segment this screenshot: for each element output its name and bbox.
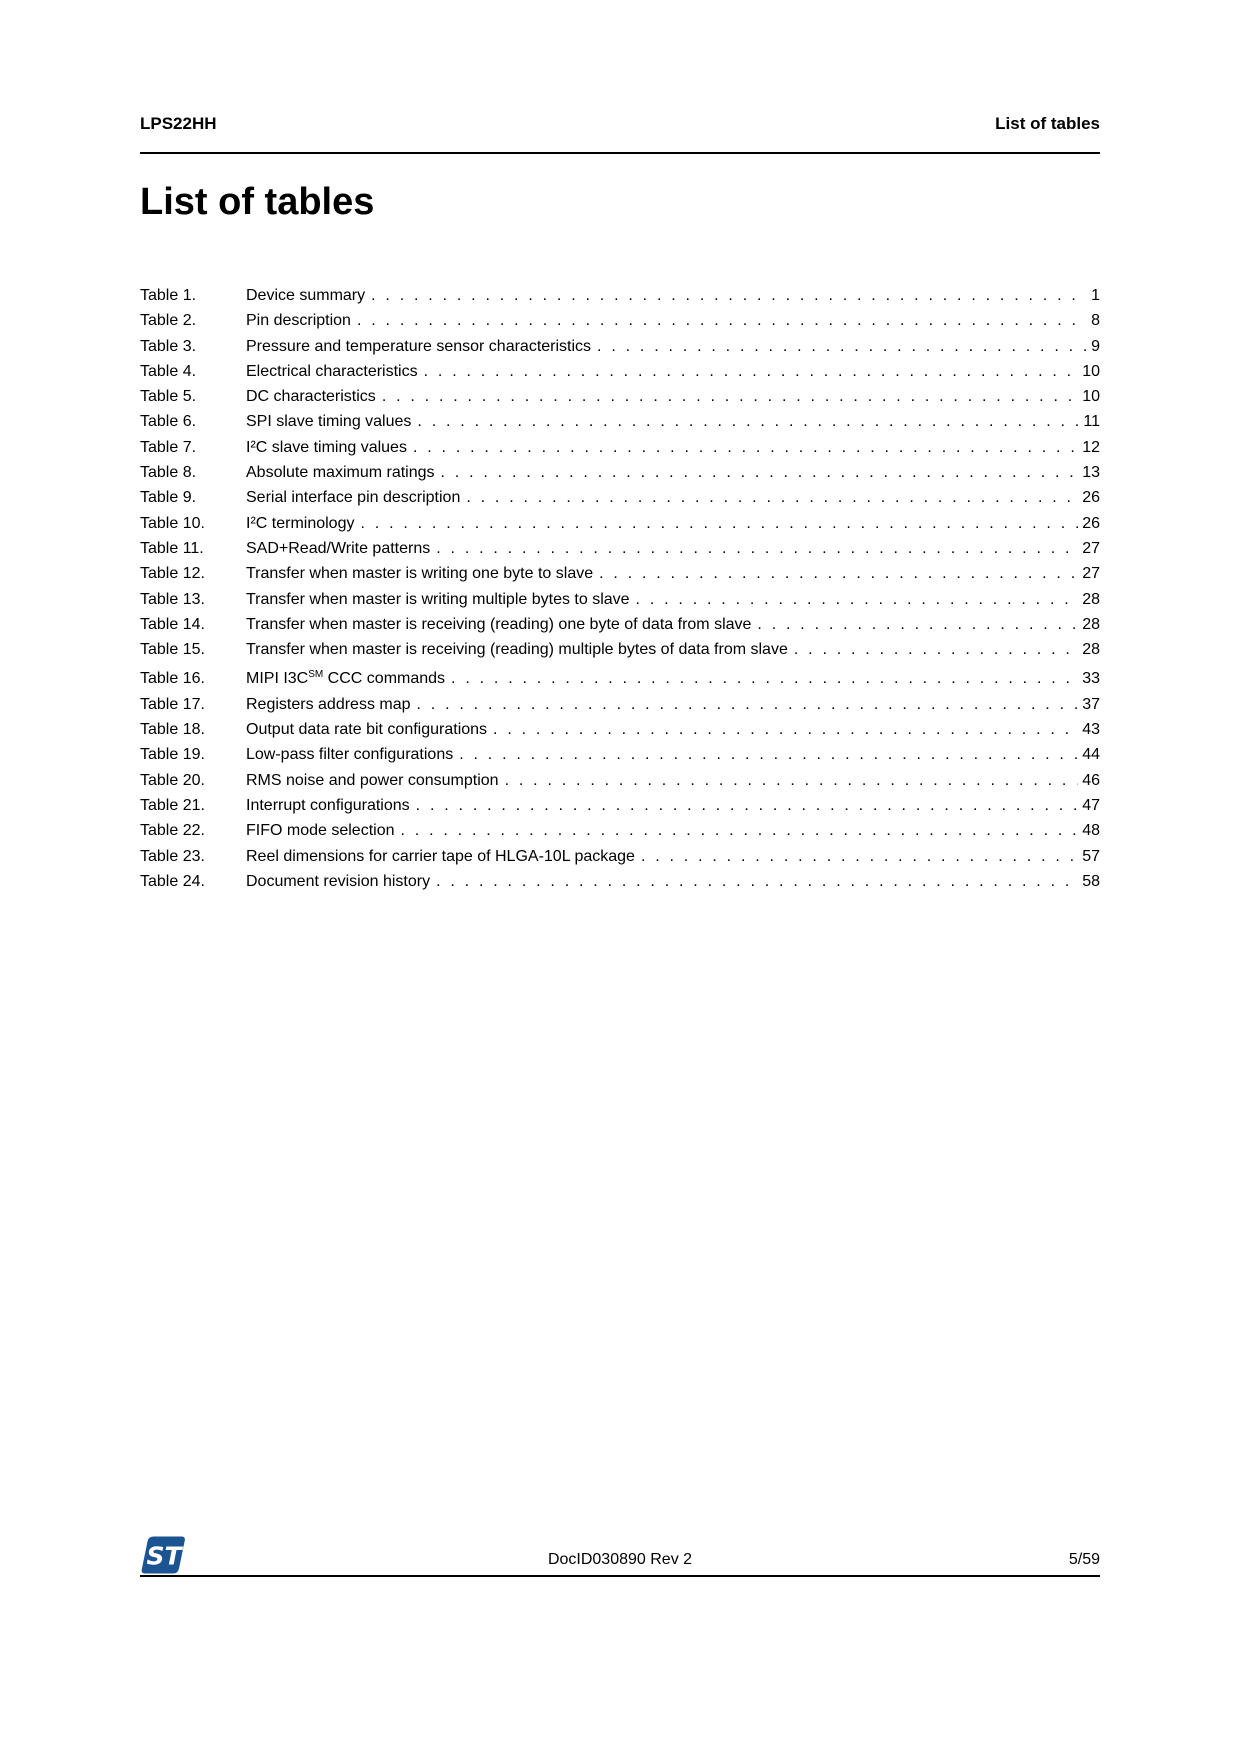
toc-row-title (246, 308, 351, 333)
toc-row-label: Table 2. (140, 312, 197, 330)
toc-row[interactable] (140, 485, 1100, 510)
toc-row-page-number: 1 (1091, 287, 1100, 304)
toc-row-dot-leader (635, 844, 1078, 869)
toc-row-page-number: 58 (1082, 872, 1100, 890)
toc-row-title (246, 536, 430, 561)
toc-row-dot-leader (395, 818, 1079, 843)
toc-row-title-text: Low-pass filter configurations (246, 746, 454, 764)
toc-row[interactable] (140, 334, 1100, 359)
toc-row-title-text: Electrical characteristics (246, 362, 418, 380)
toc-row-label: Table 16. (140, 670, 205, 688)
toc-row-title-text: Registers address map (246, 695, 411, 713)
toc-list (140, 283, 1100, 894)
toc-row-title (246, 283, 365, 308)
toc-row-dot-leader (365, 283, 1087, 308)
toc-row-title-text: Transfer when master is receiving (reading) multiple bytes of data from slave (246, 641, 788, 659)
toc-row-title (246, 561, 593, 586)
toc-row-label: Table 10. (140, 514, 205, 532)
toc-row-dot-leader (418, 359, 1079, 384)
toc-row-label: Table 9. (140, 489, 197, 507)
toc-row-page-number: 33 (1082, 670, 1100, 688)
toc-row-label: Table 19. (140, 746, 205, 764)
toc-row[interactable] (140, 409, 1100, 434)
toc-row-label: Table 5. (140, 388, 197, 406)
toc-row[interactable] (140, 359, 1100, 384)
toc-row-title (246, 384, 376, 409)
toc-row-dot-leader (445, 666, 1078, 691)
toc-row-title-text: Pin description (246, 312, 351, 330)
toc-row-dot-leader (376, 384, 1078, 409)
toc-row[interactable] (140, 793, 1100, 818)
toc-row-dot-leader (487, 717, 1078, 742)
toc-row-dot-leader (499, 768, 1079, 793)
toc-row[interactable] (140, 717, 1100, 742)
toc-row-title (246, 742, 453, 767)
toc-row-title (246, 818, 395, 843)
toc-row-title (246, 409, 411, 434)
toc-row[interactable] (140, 818, 1100, 843)
toc-row-dot-leader (411, 692, 1079, 717)
toc-row[interactable] (140, 308, 1100, 333)
toc-row-label: Table 21. (140, 796, 205, 814)
toc-row-dot-leader (435, 460, 1079, 485)
toc-row-label: Table 14. (140, 615, 205, 633)
toc-row-page-number: 44 (1082, 746, 1100, 764)
toc-row-page-number: 43 (1082, 721, 1100, 739)
toc-row-title-text: Transfer when master is writing one byte to slave (246, 565, 594, 583)
header-part-number: LPS22HH (140, 114, 217, 133)
toc-row[interactable] (140, 511, 1100, 536)
toc-row-dot-leader (453, 742, 1078, 767)
toc-row-title-text: Absolute maximum ratings (246, 464, 435, 482)
toc-row-label: Table 13. (140, 590, 205, 608)
toc-row-label: Table 22. (140, 822, 205, 840)
footer-logo-area (140, 1535, 360, 1575)
toc-row[interactable] (140, 869, 1100, 894)
toc-row-label: Table 12. (140, 565, 205, 583)
toc-row-label: Table 1. (140, 287, 197, 304)
toc-row-dot-leader (410, 793, 1079, 818)
toc-row[interactable] (140, 283, 1100, 308)
toc-row-label: Table 3. (140, 337, 197, 355)
toc-row-label: Table 11. (140, 539, 204, 557)
toc-row-title (246, 692, 411, 717)
toc-row[interactable] (140, 662, 1100, 691)
toc-row-title-text: FIFO mode selection (246, 822, 395, 840)
toc-row[interactable] (140, 768, 1100, 793)
toc-row-title (246, 511, 354, 536)
toc-row-dot-leader (354, 511, 1078, 536)
toc-row[interactable] (140, 844, 1100, 869)
toc-row-page-number: 26 (1082, 489, 1100, 507)
toc-row-dot-leader (591, 334, 1087, 359)
toc-row-page-number: 10 (1082, 388, 1100, 406)
toc-row-title (246, 768, 499, 793)
toc-row-title-text: RMS noise and power consumption (246, 771, 499, 789)
toc-row-label: Table 17. (140, 695, 205, 713)
toc-row-dot-leader (630, 587, 1079, 612)
toc-row-title (246, 844, 635, 869)
toc-row[interactable] (140, 692, 1100, 717)
toc-row-title (246, 662, 445, 691)
toc-row-title (246, 485, 460, 510)
toc-row-dot-leader (407, 435, 1078, 460)
toc-row-dot-leader (430, 536, 1078, 561)
toc-row-title (246, 587, 630, 612)
toc-row-title (246, 612, 751, 637)
toc-row-title-after: CCC commands (323, 670, 446, 688)
toc-row-page-number: 28 (1082, 590, 1100, 608)
toc-row-title (246, 637, 788, 662)
toc-row-title-text: Reel dimensions for carrier tape of HLGA-10L package (246, 847, 635, 865)
toc-row-title-text: Interrupt configurations (246, 796, 410, 814)
toc-row-page-number: 47 (1082, 796, 1100, 814)
toc-row[interactable] (140, 561, 1100, 586)
toc-row-title (246, 435, 407, 460)
footer-doc-id: DocID030890 Rev 2 (547, 1551, 693, 1568)
toc-row-dot-leader (351, 308, 1087, 333)
toc-row-title-text: Transfer when master is receiving (reading) one byte of data from slave (246, 615, 752, 633)
toc-row-title-text: Output data rate bit configurations (246, 721, 488, 739)
st-logo-letters: ST (146, 1541, 182, 1571)
toc-row-page-number: 27 (1082, 539, 1100, 557)
toc-row-page-number: 9 (1091, 337, 1100, 355)
toc-row-title-text: MIPI I3C (246, 670, 309, 688)
toc-row-title-text: I²C slave timing values (246, 438, 407, 456)
page-title: List of tables (140, 181, 375, 223)
toc-row-title-text: Transfer when master is writing multiple bytes to slave (246, 590, 630, 608)
toc-row-dot-leader (593, 561, 1078, 586)
toc-row-page-number: 8 (1091, 312, 1100, 330)
toc-row-title-text: I²C terminology (246, 514, 355, 532)
toc-row-label: Table 8. (140, 464, 197, 482)
toc-row-label: Table 18. (140, 721, 205, 739)
toc-row-label: Table 20. (140, 771, 205, 789)
toc-row-title-text: Device summary (246, 287, 366, 304)
toc-row-dot-leader (460, 485, 1078, 510)
toc-row-label: Table 6. (140, 413, 197, 431)
toc-row-title-text: Document revision history (246, 872, 431, 890)
toc-row-title-text: SPI slave timing values (246, 413, 412, 431)
toc-row-label: Table 15. (140, 641, 205, 659)
header-section-name: List of tables (995, 114, 1100, 133)
toc-row[interactable] (140, 460, 1100, 485)
toc-row-title (246, 334, 591, 359)
toc-row-page-number: 57 (1082, 847, 1100, 865)
toc-row-title (246, 869, 430, 894)
toc-row[interactable] (140, 536, 1100, 561)
toc-row-label: Table 7. (140, 438, 197, 456)
toc-row-title-text: Pressure and temperature sensor characteristics (246, 337, 592, 355)
toc-row-page-number: 13 (1082, 464, 1100, 482)
toc-row-page-number: 48 (1082, 822, 1100, 840)
toc-row-page-number: 27 (1082, 565, 1100, 583)
toc-row-title-text: DC characteristics (246, 388, 376, 406)
toc-row-title (246, 717, 487, 742)
toc-row-title (246, 460, 435, 485)
toc-row-label: Table 4. (140, 362, 197, 380)
toc-row-dot-leader (751, 612, 1078, 637)
toc-row[interactable] (140, 637, 1100, 662)
page-header (140, 0, 1100, 154)
toc-row[interactable] (140, 384, 1100, 409)
toc-row-page-number: 46 (1082, 771, 1100, 789)
toc-row-page-number: 28 (1082, 615, 1100, 633)
st-logo-icon (140, 1535, 186, 1575)
toc-row[interactable] (140, 435, 1100, 460)
toc-row-dot-leader (788, 637, 1078, 662)
toc-row-page-number: 12 (1082, 438, 1100, 456)
toc-row-title-text: SAD+Read/Write patterns (246, 539, 431, 557)
toc-row-page-number: 10 (1082, 362, 1100, 380)
toc-row-page-number: 37 (1082, 695, 1100, 713)
toc-row-label: Table 24. (140, 872, 205, 890)
toc-row[interactable] (140, 612, 1100, 637)
toc-row[interactable] (140, 742, 1100, 767)
toc-row-dot-leader (430, 869, 1078, 894)
page-footer (140, 1535, 1100, 1577)
toc-row[interactable] (140, 587, 1100, 612)
toc-row-page-number: 11 (1083, 413, 1100, 431)
footer-page-indicator: 5/59 (1068, 1551, 1100, 1568)
toc-row-title (246, 359, 418, 384)
toc-row-title-text: Serial interface pin description (246, 489, 461, 507)
toc-row-page-number: 26 (1082, 514, 1100, 532)
toc-row-page-number: 28 (1082, 641, 1100, 659)
toc-row-dot-leader (411, 409, 1079, 434)
toc-row-title (246, 793, 410, 818)
toc-row-superscript: SM (308, 669, 324, 681)
toc-row-label: Table 23. (140, 847, 205, 865)
